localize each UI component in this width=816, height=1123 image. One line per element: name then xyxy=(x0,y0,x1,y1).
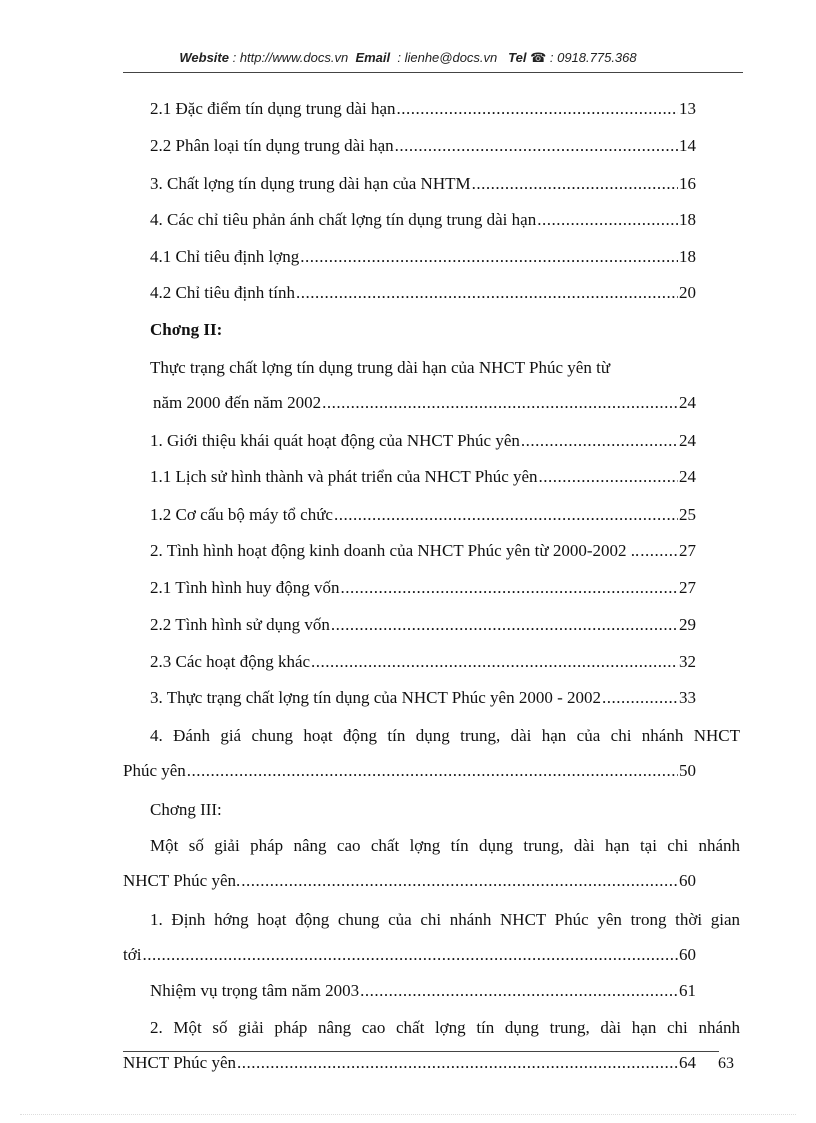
toc-entry-title: 2.2 Tình hình sử dụng vốn xyxy=(150,615,330,634)
toc-leader xyxy=(341,579,678,596)
toc-leader xyxy=(300,248,678,265)
toc-leader xyxy=(537,211,678,228)
toc-entry-title: 3. Chất lợng tín dụng trung dài hạn của NHTM xyxy=(150,174,471,193)
toc-leader xyxy=(360,982,678,999)
email-address[interactable]: : lienhe@docs.vn xyxy=(397,50,498,65)
toc-leader xyxy=(397,100,678,117)
chapter-2-title-line: Thực trạng chất lợng tín dụng trung dài hạn của NHCT Phúc yên từ xyxy=(150,358,611,377)
toc-entry-page: 20 xyxy=(679,283,696,302)
toc-entry-title: 2.1 Đặc điểm tín dụng trung dài hạn xyxy=(150,99,396,118)
toc-entry-title: 1. Giới thiệu khái quát hoạt động của NHCT Phúc yên xyxy=(150,431,520,450)
toc-entry-page: 32 xyxy=(679,652,696,671)
toc-entry-title: 2.3 Các hoạt động khác xyxy=(150,652,311,671)
toc-entry xyxy=(150,284,696,301)
toc-leader xyxy=(602,689,678,706)
toc-leader xyxy=(237,1054,678,1071)
toc-leader xyxy=(395,137,678,154)
toc-entry xyxy=(150,616,696,633)
toc-leader xyxy=(322,394,678,411)
toc-entry-title: Phúc yên xyxy=(123,761,186,780)
toc-entry-page: 25 xyxy=(679,505,696,524)
toc-entry-title: tới xyxy=(123,945,142,964)
toc-entry-page: 18 xyxy=(679,247,696,266)
toc-entry-title: 2.2 Phân loại tín dụng trung dài hạn xyxy=(150,136,394,155)
toc-entry-page: 24 xyxy=(679,431,696,450)
toc-entry-wrap-line: 1. Định hớng hoạt động chung của chi nhánh NHCT Phúc yên trong thời gian xyxy=(150,910,740,929)
toc-entry-wrap-line: 2. Một số giải pháp nâng cao chất lợng tín dụng trung, dài hạn chi nhánh xyxy=(150,1018,740,1037)
toc-entry-title: Nhiệm vụ trọng tâm năm 2003 xyxy=(150,981,360,1000)
toc-entry-page: 60 xyxy=(679,871,696,890)
toc-entry-title: 4.2 Chỉ tiêu định tính xyxy=(150,283,295,302)
toc-entry xyxy=(150,175,696,192)
toc-entry-wrap-line: 4. Đánh giá chung hoạt động tín dụng trung, dài hạn của chi nhánh NHCT xyxy=(150,726,740,745)
toc-entry-title: 2.1 Tình hình huy động vốn xyxy=(150,578,340,597)
toc-leader xyxy=(640,542,678,559)
toc-leader xyxy=(142,946,678,963)
toc-entry-page: 24 xyxy=(679,393,696,412)
website-label: Website xyxy=(179,50,229,65)
toc-entry xyxy=(123,1054,696,1071)
toc-entry-title: 4.1 Chỉ tiêu định lợng xyxy=(150,247,300,266)
toc-entry xyxy=(150,100,696,117)
toc-entry xyxy=(150,137,696,154)
toc-entry-title: 1.1 Lịch sử hình thành và phát triển của NHCT Phúc yên xyxy=(150,467,538,486)
tel-label: Tel xyxy=(508,50,527,65)
toc-entry xyxy=(150,579,696,596)
toc-entry-title: 3. Thực trạng chất lợng tín dụng của NHCT Phúc yên 2000 - 2002 xyxy=(150,688,602,707)
toc-leader xyxy=(187,762,678,779)
toc-entry-page: 33 xyxy=(679,688,696,707)
website-url[interactable]: : http://www.docs.vn xyxy=(232,50,349,65)
toc-entry xyxy=(150,432,696,449)
toc-entry xyxy=(150,506,696,523)
page-bottom-border xyxy=(20,1114,796,1115)
toc-entry xyxy=(150,653,696,670)
toc-entry-page: 14 xyxy=(679,136,696,155)
toc-entry xyxy=(150,542,696,559)
toc-entry-title: 4. Các chỉ tiêu phản ánh chất lợng tín dụng trung dài hạn xyxy=(150,210,537,229)
toc-leader xyxy=(539,468,678,485)
toc-leader xyxy=(311,653,678,670)
toc-entry-page: 18 xyxy=(679,210,696,229)
toc-entry-page: 61 xyxy=(679,981,696,1000)
page-header xyxy=(0,50,816,66)
toc-entry-title: NHCT Phúc yên xyxy=(123,1053,237,1072)
toc-entry xyxy=(153,394,696,411)
toc-entry-page: 27 xyxy=(679,578,696,597)
toc-leader xyxy=(521,432,678,449)
toc-entry xyxy=(150,468,696,485)
footer-divider xyxy=(123,1051,719,1052)
toc-entry xyxy=(150,211,696,228)
toc-leader xyxy=(331,616,678,633)
toc-entry xyxy=(123,946,696,963)
toc-entry-page: 29 xyxy=(679,615,696,634)
chapter-2-heading: Chơng II: xyxy=(150,320,223,339)
toc-entry-title: 2. Tình hình hoạt động kinh doanh của NHCT Phúc yên từ 2000-2002 .. xyxy=(150,541,640,560)
toc-entry-title: 1.2 Cơ cấu bộ máy tổ chức xyxy=(150,505,333,524)
email-label: Email xyxy=(355,50,391,65)
toc-entry-page: 13 xyxy=(679,99,696,118)
toc-entry xyxy=(150,689,696,706)
page-number: 63 xyxy=(718,1055,734,1072)
toc-entry xyxy=(123,762,696,779)
toc-entry-page: 27 xyxy=(679,541,696,560)
toc-entry-page: 50 xyxy=(679,761,696,780)
toc-entry-page: 64 xyxy=(679,1053,696,1072)
toc-entry-page: 16 xyxy=(679,174,696,193)
toc-entry-title: NHCT Phúc yên. xyxy=(123,871,241,890)
toc-entry-title: năm 2000 đến năm 2002 xyxy=(153,393,322,412)
toc-leader xyxy=(241,872,678,889)
header-divider xyxy=(123,72,743,73)
toc-leader xyxy=(334,506,678,523)
chapter-3-heading: Chơng III: xyxy=(150,800,222,819)
toc-entry-wrap-line: Một số giải pháp nâng cao chất lợng tín dụng trung, dài hạn tại chi nhánh xyxy=(150,836,740,855)
toc-leader xyxy=(296,284,678,301)
toc-entry xyxy=(150,982,696,999)
toc-entry xyxy=(123,872,696,889)
toc-entry-page: 24 xyxy=(679,467,696,486)
toc-entry-page: 60 xyxy=(679,945,696,964)
tel-number: ☎ : 0918.775.368 xyxy=(530,50,637,65)
toc-entry xyxy=(150,248,696,265)
toc-leader xyxy=(472,175,678,192)
